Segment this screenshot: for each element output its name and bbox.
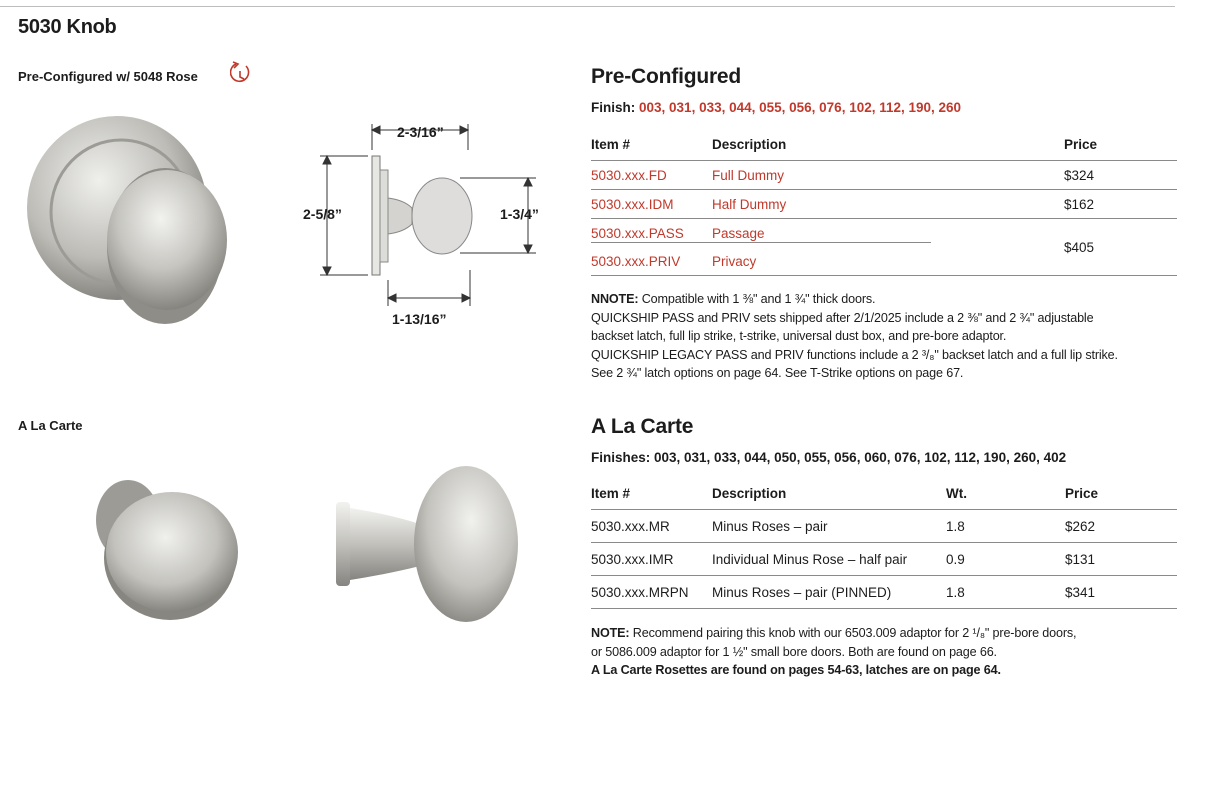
item-number: 5030.xxx.MR — [591, 510, 712, 543]
knob-with-rose-image — [25, 108, 253, 326]
alacarte-table — [591, 483, 1177, 609]
finish-values: 003, 031, 033, 044, 055, 056, 076, 102, 112, 190, 260 — [639, 100, 962, 115]
item-number: 5030.xxx.PRIV — [591, 247, 712, 276]
knob-front-image — [88, 462, 240, 624]
alacarte-finishes: Finishes: 003, 031, 033, 044, 050, 055, 056, 060, 076, 102, 112, 190, 260, 402 — [591, 450, 1067, 465]
dimension-drawing — [300, 120, 555, 330]
table-row — [591, 510, 1177, 543]
table-row — [591, 543, 1177, 576]
row-divider — [591, 242, 931, 243]
item-description: Half Dummy — [712, 190, 1064, 219]
item-description: Minus Roses – pair (PINNED) — [712, 576, 946, 609]
item-weight: 0.9 — [946, 543, 1065, 576]
header-desc: Description — [712, 483, 946, 510]
table-row — [591, 161, 1177, 190]
item-number: 5030.xxx.FD — [591, 161, 712, 190]
knob-side-image — [328, 462, 523, 624]
header-price: Price — [1065, 483, 1177, 510]
finish-label: Finish: — [591, 100, 636, 115]
top-rule — [0, 6, 1175, 7]
header-item: Item # — [591, 134, 712, 161]
note-label: NOTE: — [591, 626, 630, 640]
quickship-clock-icon — [230, 60, 252, 88]
alacarte-label: A La Carte — [18, 418, 83, 433]
table-row — [591, 576, 1177, 609]
table-row — [591, 190, 1177, 219]
preconfig-label: Pre-Configured w/ 5048 Rose — [18, 69, 198, 84]
dim-projection: 1-13/16” — [392, 311, 447, 327]
item-price: $162 — [1064, 190, 1177, 219]
header-item: Item # — [591, 483, 712, 510]
item-price: $324 — [1064, 161, 1177, 190]
preconfig-note: NNOTE: Compatible with 1 ⅜" and 1 ¾" thick doors. QUICKSHIP PASS and PRIV sets shipped after 2/1/2025 include a 2 ⅜" and 2 ¾" adjustable backset latch, full lip strike, t-strike, universal dust box, and pre-bore adaptor. QUICKSHIP LEGACY PASS and PRIV functions include a 2 ³/₈" backset latch and a full lip strike. See 2 ¾" latch options on page 64. See T-Strike options on page 67. — [591, 292, 1118, 381]
item-description: Passage — [712, 225, 765, 241]
alacarte-title: A La Carte — [591, 415, 694, 438]
item-number: 5030.xxx.IMR — [591, 543, 712, 576]
preconfig-title: Pre-Configured — [591, 65, 742, 88]
alacarte-note: NOTE: Recommend pairing this knob with our 6503.009 adaptor for 2 ¹/₈" pre-bore doors, or 5086.009 adaptor for 1 ½" small bore doors. Both are found on page 66. A La Carte Rosettes are found on pages 54-63, latches are on page 64. — [591, 626, 1077, 678]
page-title: 5030 Knob — [18, 16, 117, 38]
dim-rose-width: 2-3/16” — [397, 124, 444, 140]
table-header — [591, 134, 1177, 161]
item-price: $262 — [1065, 510, 1177, 543]
dim-rose-height: 2-5/8” — [303, 206, 342, 222]
item-weight: 1.8 — [946, 510, 1065, 543]
rosettes-note: A La Carte Rosettes are found on pages 54-63, latches are on page 64. — [591, 663, 1001, 678]
header-price: Price — [1064, 134, 1177, 161]
item-price: $131 — [1065, 543, 1177, 576]
item-description: Minus Roses – pair — [712, 510, 946, 543]
preconfig-finishes — [591, 100, 961, 115]
item-number: 5030.xxx.IDM — [591, 190, 712, 219]
item-number: 5030.xxx.PASS — [591, 225, 684, 241]
dim-knob-height: 1-3/4” — [500, 206, 539, 222]
item-description: Privacy — [712, 247, 1064, 276]
item-description: Full Dummy — [712, 161, 1064, 190]
item-description: Individual Minus Rose – half pair — [712, 543, 946, 576]
item-number: 5030.xxx.MRPN — [591, 576, 712, 609]
item-price: $341 — [1065, 576, 1177, 609]
header-wt: Wt. — [946, 483, 1065, 510]
item-price: $405 — [1064, 219, 1177, 276]
header-desc: Description — [712, 134, 1064, 161]
item-weight: 1.8 — [946, 576, 1065, 609]
preconfig-table — [591, 134, 1177, 276]
note-label: NNOTE: — [591, 292, 639, 306]
table-header — [591, 483, 1177, 510]
